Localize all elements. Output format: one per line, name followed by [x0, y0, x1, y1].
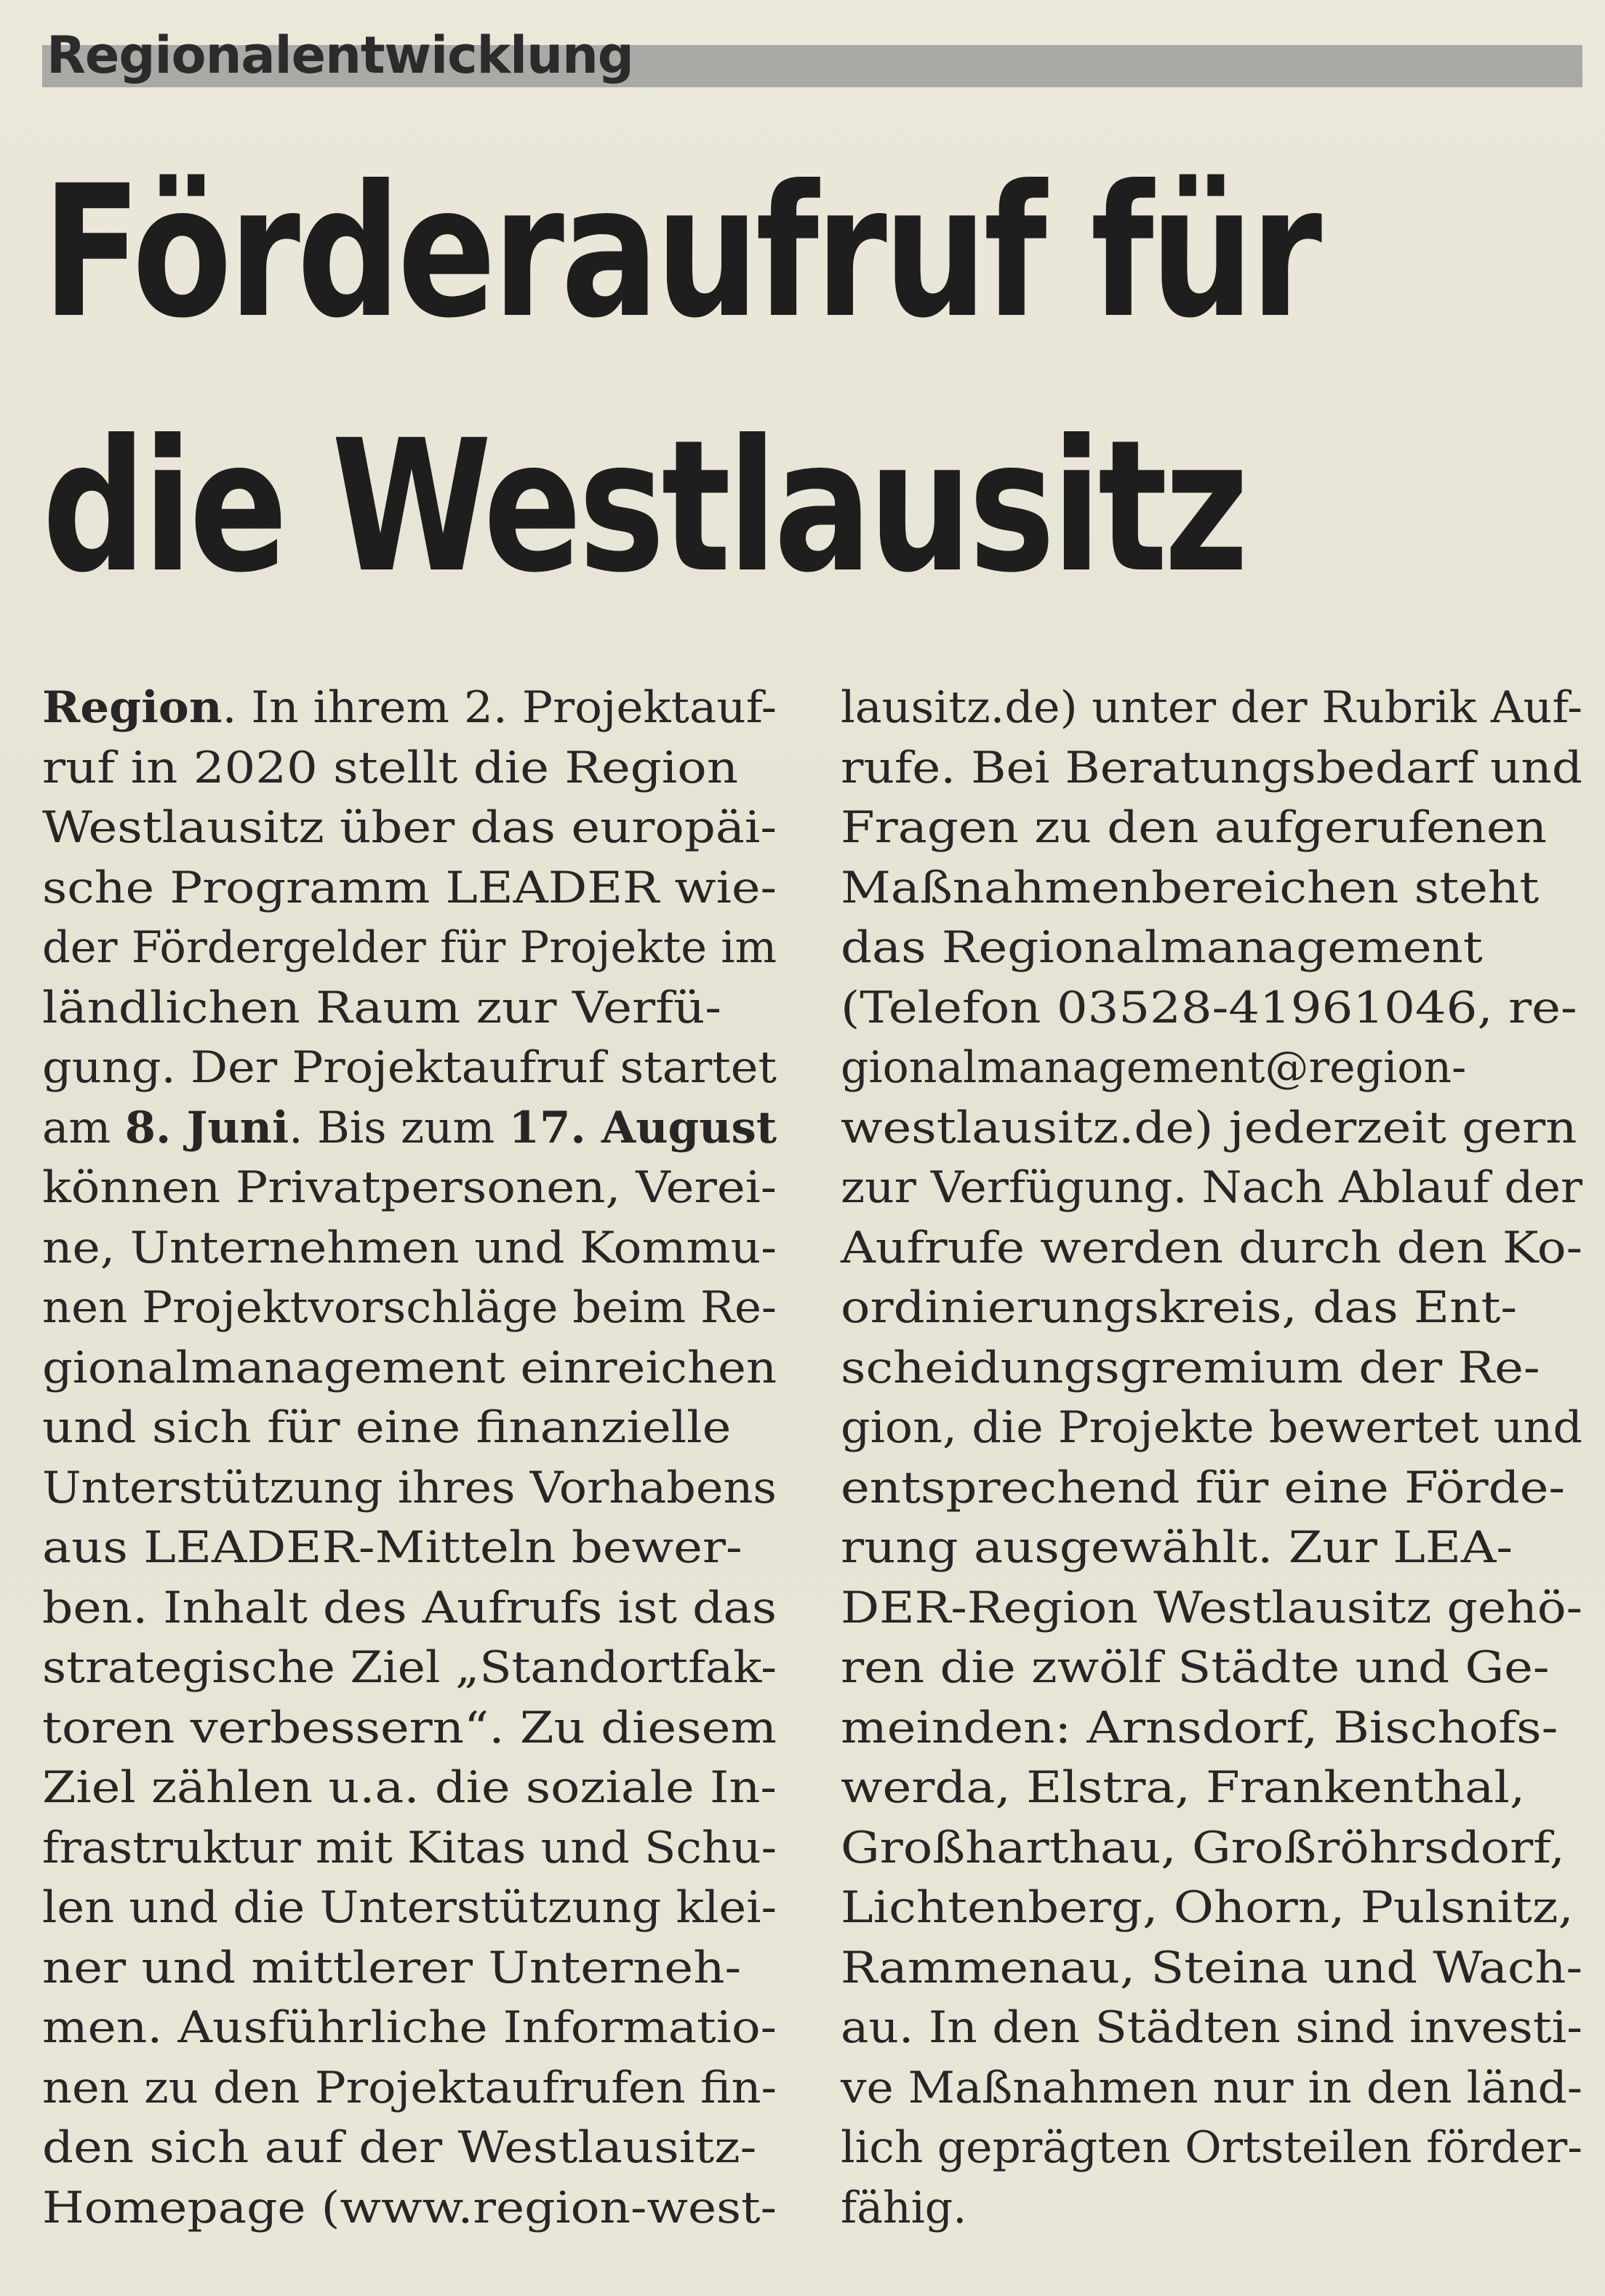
- body-text: lich geprägten Ortsteilen förder-: [841, 2122, 1582, 2173]
- article-line-text: [42, 1578, 777, 1639]
- article-line-text: [841, 918, 1483, 978]
- body-text: gionalmanagement einreichen: [42, 1342, 777, 1393]
- article-line-text: [841, 798, 1547, 858]
- article-line: [42, 1218, 777, 1279]
- article-line-text: [841, 1278, 1517, 1338]
- body-text: toren verbessern“. Zu diesem: [42, 1702, 777, 1753]
- body-text: . In ihrem 2. Projektauf-: [222, 682, 777, 733]
- body-text: ren die zwölf Städte und Ge-: [841, 1642, 1550, 1693]
- body-text: Unterstützung ihres Vorhabens: [42, 1462, 777, 1513]
- article-line: [841, 1638, 1582, 1698]
- article-line: [42, 2058, 777, 2119]
- body-text: nen zu den Projektaufrufen fin-: [42, 2062, 777, 2113]
- article-line: [42, 798, 777, 858]
- article-line: [42, 1158, 777, 1218]
- article-line: [841, 918, 1582, 978]
- article-line-text: [42, 678, 777, 738]
- article-line: [42, 1938, 777, 1999]
- article-line: [841, 1998, 1582, 2058]
- article-line: [841, 1398, 1582, 1458]
- article-line-text: [841, 1098, 1577, 1159]
- article-line: [42, 1278, 777, 1338]
- body-text: ländlichen Raum zur Verfü-: [42, 982, 722, 1033]
- article-line: [841, 678, 1582, 738]
- article-line: [841, 858, 1582, 919]
- body-text: gionalmanagement@region-: [841, 1042, 1467, 1093]
- article-line-text: [42, 1638, 777, 1698]
- article-line: [42, 738, 777, 799]
- body-text: werda, Elstra, Frankenthal,: [841, 1762, 1526, 1813]
- article-line-text: [42, 2178, 777, 2239]
- article-line-text: [42, 1338, 777, 1399]
- article-line-text: [42, 1818, 777, 1879]
- headline-line-1: Förderaufruf für: [42, 146, 1319, 358]
- article-line-text: [841, 678, 1582, 738]
- body-text: ve Maßnahmen nur in den länd-: [841, 2062, 1583, 2113]
- article-line: [42, 918, 777, 978]
- article-line-text: [42, 738, 738, 799]
- article-line-text: [841, 1818, 1565, 1879]
- article-line: [841, 798, 1582, 858]
- body-text: rufe. Bei Beratungsbedarf und: [841, 742, 1582, 793]
- article-line-text: [841, 1638, 1550, 1698]
- article-line: [42, 978, 777, 1039]
- body-text: Aufrufe werden durch den Ko-: [841, 1222, 1583, 1273]
- body-text: ner und mittlerer Unterneh-: [42, 1942, 742, 1993]
- article-line: [42, 1518, 777, 1578]
- headline-line-2: die Westlausitz: [42, 401, 1246, 612]
- article-line-text: [841, 2118, 1582, 2178]
- article-line-text: [42, 1878, 777, 1938]
- article-line: [42, 1638, 777, 1698]
- body-text: den sich auf der Westlausitz-: [42, 2122, 757, 2173]
- article-line: [841, 1098, 1582, 1159]
- article-line: [42, 1458, 777, 1519]
- article-line-text: [841, 1998, 1582, 2058]
- body-text: Lichtenberg, Ohorn, Pulsnitz,: [841, 1882, 1574, 1933]
- body-text: zur Verfügung. Nach Ablauf der: [841, 1162, 1583, 1213]
- article-line: [42, 1818, 777, 1879]
- article-line: [841, 1458, 1582, 1519]
- article-line: [42, 1398, 777, 1458]
- body-text: gung. Der Projektaufruf startet: [42, 1042, 777, 1093]
- article-line: [841, 2178, 1582, 2239]
- article-line-text: [841, 2058, 1582, 2119]
- body-text: ordinierungskreis, das Ent-: [841, 1282, 1518, 1333]
- article-line: [42, 2118, 777, 2178]
- article-line-text: [42, 2118, 756, 2178]
- article-line-text: [42, 1938, 741, 1999]
- bold-text: Region: [42, 682, 223, 733]
- body-text: len und die Unterstützung klei-: [42, 1882, 777, 1933]
- article-line: [841, 1038, 1582, 1098]
- body-text: ne, Unternehmen und Kommu-: [42, 1222, 777, 1273]
- article-line-text: [42, 2058, 777, 2119]
- article-line: [841, 1578, 1582, 1639]
- article-line-text: [841, 1938, 1582, 1999]
- article-line: [841, 2058, 1582, 2119]
- body-text: gion, die Projekte bewertet und: [841, 1402, 1582, 1453]
- body-text: au. In den Städten sind investi-: [841, 2002, 1582, 2053]
- body-text: können Privatpersonen, Verei-: [42, 1162, 777, 1213]
- article-line-text: [42, 1518, 743, 1578]
- body-text: Rammenau, Steina und Wach-: [841, 1942, 1583, 1993]
- article-line: [42, 1878, 777, 1938]
- body-text: das Regionalmanagement: [841, 922, 1483, 973]
- article-line-text: [841, 978, 1577, 1039]
- article-line: [42, 1578, 777, 1639]
- body-text: westlausitz.de) jederzeit gern: [841, 1102, 1577, 1153]
- body-text: Großharthau, Großröhrsdorf,: [841, 1822, 1566, 1873]
- article-line-text: [42, 1098, 777, 1159]
- body-text: Homepage (www.region-west-: [42, 2182, 777, 2233]
- body-text: rung ausgewählt. Zur LEA-: [841, 1522, 1513, 1573]
- article-line: [841, 1518, 1582, 1578]
- article-line-text: [42, 1038, 777, 1098]
- bold-text: 8. Juni: [124, 1102, 289, 1153]
- article-line: [841, 1878, 1582, 1938]
- article-line: [841, 1278, 1582, 1338]
- article-line-text: [841, 1218, 1582, 1279]
- body-text: entsprechend für eine Förde-: [841, 1462, 1566, 1513]
- article-line-text: [42, 978, 721, 1039]
- article-line: [841, 1698, 1582, 1759]
- article-column-left: [42, 678, 777, 2238]
- article-line-text: [42, 1698, 777, 1759]
- article-line: [42, 1098, 777, 1159]
- article-line-text: [42, 1998, 777, 2058]
- article-line-text: [42, 1158, 777, 1218]
- article-line: [42, 1758, 777, 1818]
- article-line: [42, 1698, 777, 1759]
- body-text: strategische Ziel „Standortfak-: [42, 1642, 777, 1693]
- body-text: Ziel zählen u.a. die soziale In-: [42, 1762, 777, 1813]
- bold-text: 17. August: [508, 1102, 777, 1153]
- article-line: [841, 1158, 1582, 1218]
- article-line: [841, 1818, 1582, 1879]
- article-line-text: [42, 1398, 731, 1458]
- article-line: [42, 1998, 777, 2058]
- article-line: [841, 738, 1582, 799]
- article-line-text: [841, 1458, 1565, 1519]
- article-line: [841, 1938, 1582, 1999]
- article-line-text: [42, 1458, 777, 1519]
- article-line: [841, 1758, 1582, 1818]
- article-line-text: [841, 1338, 1540, 1399]
- article-line: [42, 2178, 777, 2239]
- article-line-text: [42, 1278, 777, 1338]
- body-text: ben. Inhalt des Aufrufs ist das: [42, 1582, 777, 1633]
- article-line-text: [841, 858, 1539, 919]
- body-text: sche Programm LEADER wie-: [42, 862, 777, 913]
- article-line-text: [841, 1158, 1582, 1218]
- body-text: Westlausitz über das europäi-: [42, 802, 777, 853]
- body-text: aus LEADER-Mitteln bewer-: [42, 1522, 743, 1573]
- section-kicker: Regionalentwicklung: [47, 25, 633, 85]
- article-line-text: [841, 1878, 1574, 1938]
- article-line-text: [841, 738, 1582, 799]
- article-line-text: [841, 1398, 1582, 1458]
- body-text: und sich für eine finanzielle: [42, 1402, 732, 1453]
- article-line: [841, 1218, 1582, 1279]
- body-text: (Telefon 03528-41961046, re-: [841, 982, 1577, 1033]
- body-text: ruf in 2020 stellt die Region: [42, 742, 739, 793]
- body-text: lausitz.de) unter der Rubrik Auf-: [841, 682, 1583, 733]
- article-line: [841, 1338, 1582, 1399]
- body-text: am: [42, 1102, 125, 1153]
- article-line: [42, 858, 777, 919]
- article-line-text: [841, 1518, 1513, 1578]
- article-line-text: [42, 1218, 777, 1279]
- article-line: [841, 978, 1582, 1039]
- article-line: [42, 1338, 777, 1399]
- body-text: DER-Region Westlausitz gehö-: [841, 1582, 1583, 1633]
- article-line-text: [841, 1698, 1558, 1759]
- body-text: nen Projektvorschläge beim Re-: [42, 1282, 777, 1333]
- article-line: [841, 2118, 1582, 2178]
- body-text: der Fördergelder für Projekte im: [42, 922, 777, 973]
- article-line-text: [42, 858, 777, 919]
- body-text: frastruktur mit Kitas und Schu-: [42, 1822, 777, 1873]
- article-line-text: [841, 1758, 1525, 1818]
- body-text: meinden: Arnsdorf, Bischofs-: [841, 1702, 1558, 1753]
- body-text: scheidungsgremium der Re-: [841, 1342, 1540, 1393]
- article-line: [42, 1038, 777, 1098]
- article-line-text: [841, 1578, 1582, 1639]
- article-column-right: [841, 678, 1582, 2238]
- article-line-text: [42, 798, 777, 858]
- body-text: Maßnahmenbereichen steht: [841, 862, 1540, 913]
- body-text: fähig.: [841, 2182, 967, 2233]
- article-line: [42, 678, 777, 738]
- article-line-text: [841, 1038, 1466, 1098]
- body-text: men. Ausführliche Informatio-: [42, 2002, 777, 2053]
- article-line-text: [841, 2178, 966, 2239]
- body-text: . Bis zum: [289, 1102, 509, 1153]
- article-line-text: [42, 1758, 777, 1818]
- body-text: Fragen zu den aufgerufenen: [841, 802, 1548, 853]
- article-line-text: [42, 918, 777, 978]
